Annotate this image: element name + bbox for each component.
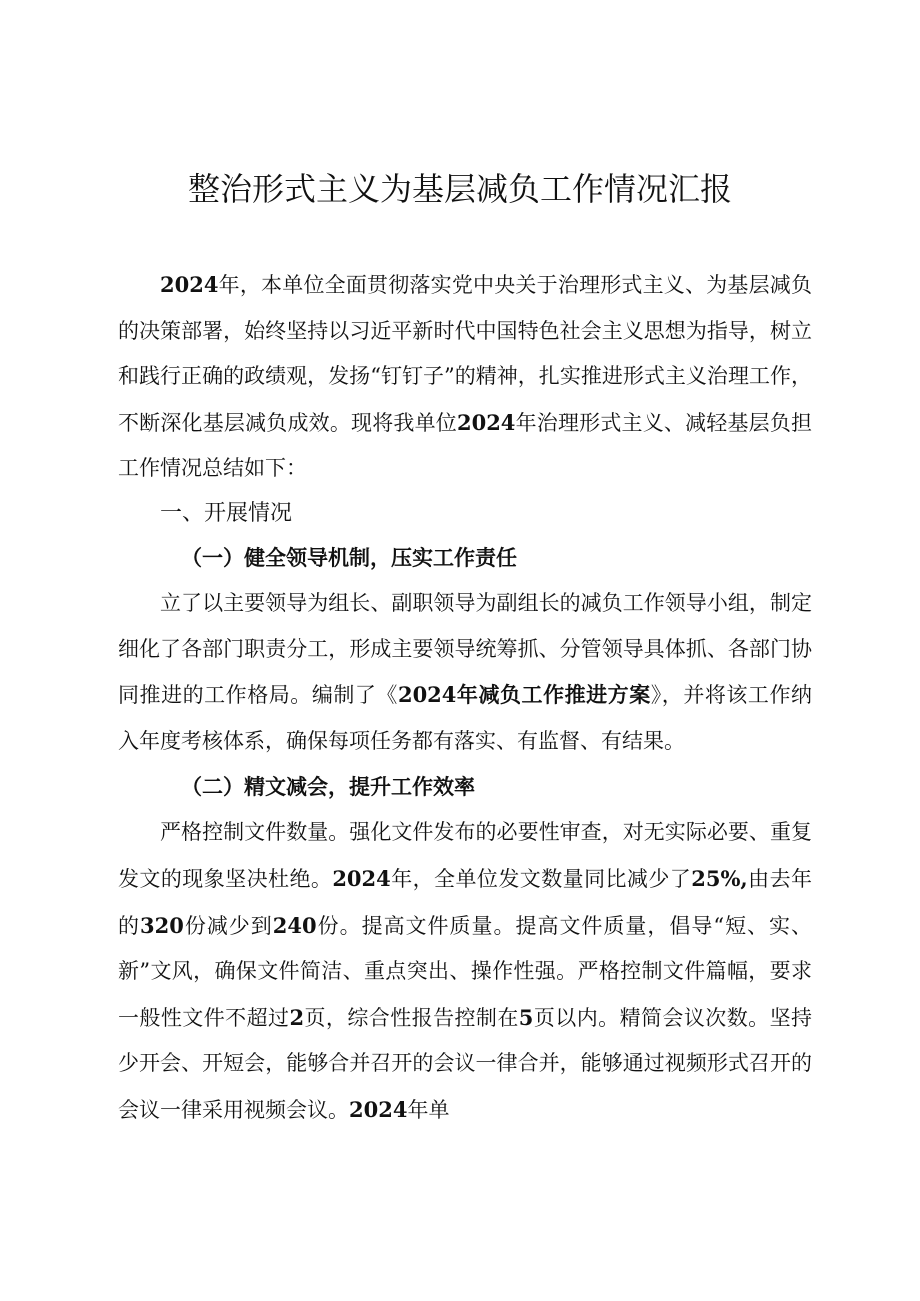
section-heading-1: 一、开展情况 — [160, 500, 293, 526]
sub2-percent: 25%, — [691, 865, 748, 891]
sub2-count-this-year: 240 — [272, 912, 317, 938]
sub2-year-2: 2024 — [349, 1096, 408, 1122]
sub2-text-b: 年，全单位发文数量同比减少了 — [390, 866, 692, 891]
document-title: 整治形式主义为基层减负工作情况汇报 — [187, 170, 732, 208]
sub2-text-e: 份。提高文件质量。提高文件质量，倡导“短、实、新”文风，确保文件简洁、重点突出、操作性强。严格控制文件篇幅，要求一般性文件不超过 — [118, 913, 813, 1030]
intro-text-b: 年治理形式主义、减轻基层负担工作情况总结如下： — [118, 410, 813, 481]
sub2-report-page-limit: 5 — [518, 1004, 534, 1030]
sub1-text-a: 立了以主要领导为组长、副职领导为副组长的减负工作领导小组，制定细化了各部门职责分工，形成主要领导统筹抓、分管领导具体抓、各部门协同推进的工作格局。编制了《 — [118, 590, 812, 708]
subsection-2-paragraph — [118, 810, 812, 1133]
sub2-year: 2024 — [332, 865, 391, 891]
intro-text-a: 年，本单位全面贯彻落实党中央关于治理形式主义、为基层减负的决策部署，始终坚持以习近平新时代中国特色社会主义思想为指导，树立和践行正确的政绩观，发扬“钉钉子”的精神，扎实推进形式主义治理工作，不断深化基层减负成效。现将我单位 — [118, 273, 812, 435]
subsection-1-paragraph — [118, 581, 812, 764]
intro-paragraph — [118, 262, 812, 492]
sub2-text-g: 页以内。精简会议次数。坚持少开会、开短会，能够合并召开的会议一律合并，能够通过视频形式召开的会议一律采用视频会议。 — [118, 1005, 813, 1122]
sub2-page-limit: 2 — [289, 1004, 305, 1030]
sub1-text-b: 》，并将该工作纳入年度考核体系，确保每项任务都有落实、有监督、有结果。 — [118, 683, 812, 753]
sub2-text-f: 页，综合性报告控制在 — [304, 1005, 519, 1030]
intro-year: 2024 — [160, 272, 219, 297]
intro-year-2: 2024 — [456, 409, 516, 435]
document-body — [118, 262, 812, 1134]
subsection-heading-2: （二）精文减会，提升工作效率 — [181, 774, 475, 800]
sub2-text-d: 份减少到 — [183, 913, 273, 938]
sub2-text-h: 年单 — [407, 1097, 450, 1122]
subsection-heading-1: （一）健全领导机制，压实工作责任 — [181, 544, 517, 570]
sub2-count-last-year: 320 — [140, 912, 184, 938]
sub1-plan-title: 2024年减负工作推进方案 — [397, 682, 651, 708]
sub2-text-a: 严格控制文件数量。强化文件发布的必要性审查，对无实际必要、重复发文的现象坚决杜绝。 — [118, 820, 812, 891]
sub2-text-c: 由去年的 — [118, 866, 813, 938]
